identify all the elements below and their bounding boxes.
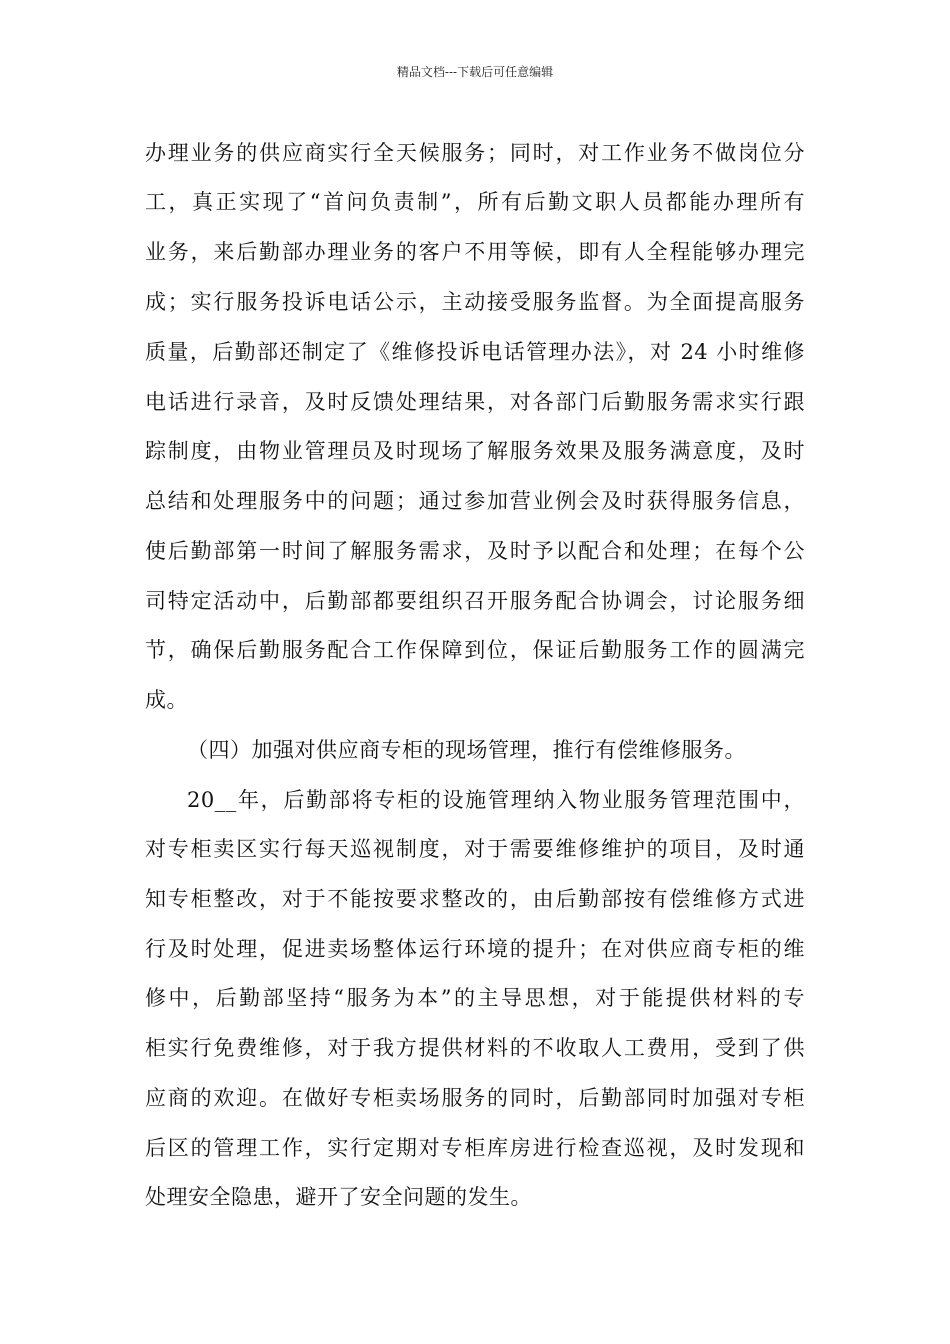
- page-header: 精品文档---下载后可任意编辑: [396, 65, 554, 79]
- text-line: 工，真正实现了“首问负责制”，所有后勤文职人员都能办理所有: [145, 190, 805, 214]
- text-line: 踪制度，由物业管理员及时现场了解服务效果及服务满意度，及时: [145, 439, 805, 463]
- text-line: 柜实行免费维修，对于我方提供材料的不收取人工费用，受到了供: [145, 1036, 805, 1060]
- text-line: 处理安全隐患，避开了安全问题的发生。: [145, 1185, 532, 1209]
- section-heading-4: （四）加强对供应商专柜的现场管理，推行有偿维修服务。: [187, 738, 746, 762]
- text-line: 应商的欢迎。在做好专柜卖场服务的同时，后勤部同时加强对专柜: [145, 1086, 805, 1110]
- text-line: 电话进行录音，及时反馈处理结果，对各部门后勤服务需求实行跟: [145, 390, 805, 414]
- text-line: 20__年，后勤部将专柜的设施管理纳入物业服务管理范围中，: [187, 788, 805, 812]
- text-line: 后区的管理工作，实行定期对专柜库房进行检查巡视，及时发现和: [145, 1136, 805, 1160]
- text-line: 成；实行服务投诉电话公示，主动接受服务监督。为全面提高服务: [145, 290, 805, 314]
- text-line: 使后勤部第一时间了解服务需求，及时予以配合和处理；在每个公: [145, 539, 805, 563]
- text-line: 对专柜卖区实行每天巡视制度，对于需要维修维护的项目，及时通: [145, 837, 805, 861]
- text-line: 行及时处理，促进卖场整体运行环境的提升；在对供应商专柜的维: [145, 937, 805, 961]
- text-line: 业务，来后勤部办理业务的客户不用等候，即有人全程能够办理完: [145, 240, 805, 264]
- text-line: 质量，后勤部还制定了《维修投诉电话管理办法》，对 24 小时维修: [145, 340, 805, 364]
- text-line: 总结和处理服务中的问题；通过参加营业例会及时获得服务信息，: [145, 489, 805, 513]
- text-line: 知专柜整改，对于不能按要求整改的，由后勤部按有偿维修方式进: [145, 887, 805, 911]
- text-line: 办理业务的供应商实行全天候服务；同时，对工作业务不做岗位分: [145, 141, 805, 165]
- text-line: 司特定活动中，后勤部都要组织召开服务配合协调会，讨论服务细: [145, 589, 805, 613]
- text-line: 节，确保后勤服务配合工作保障到位，保证后勤服务工作的圆满完: [145, 638, 805, 662]
- text-line: 修中，后勤部坚持“服务为本”的主导思想，对于能提供材料的专: [145, 986, 805, 1010]
- text-line: 成。: [145, 688, 188, 712]
